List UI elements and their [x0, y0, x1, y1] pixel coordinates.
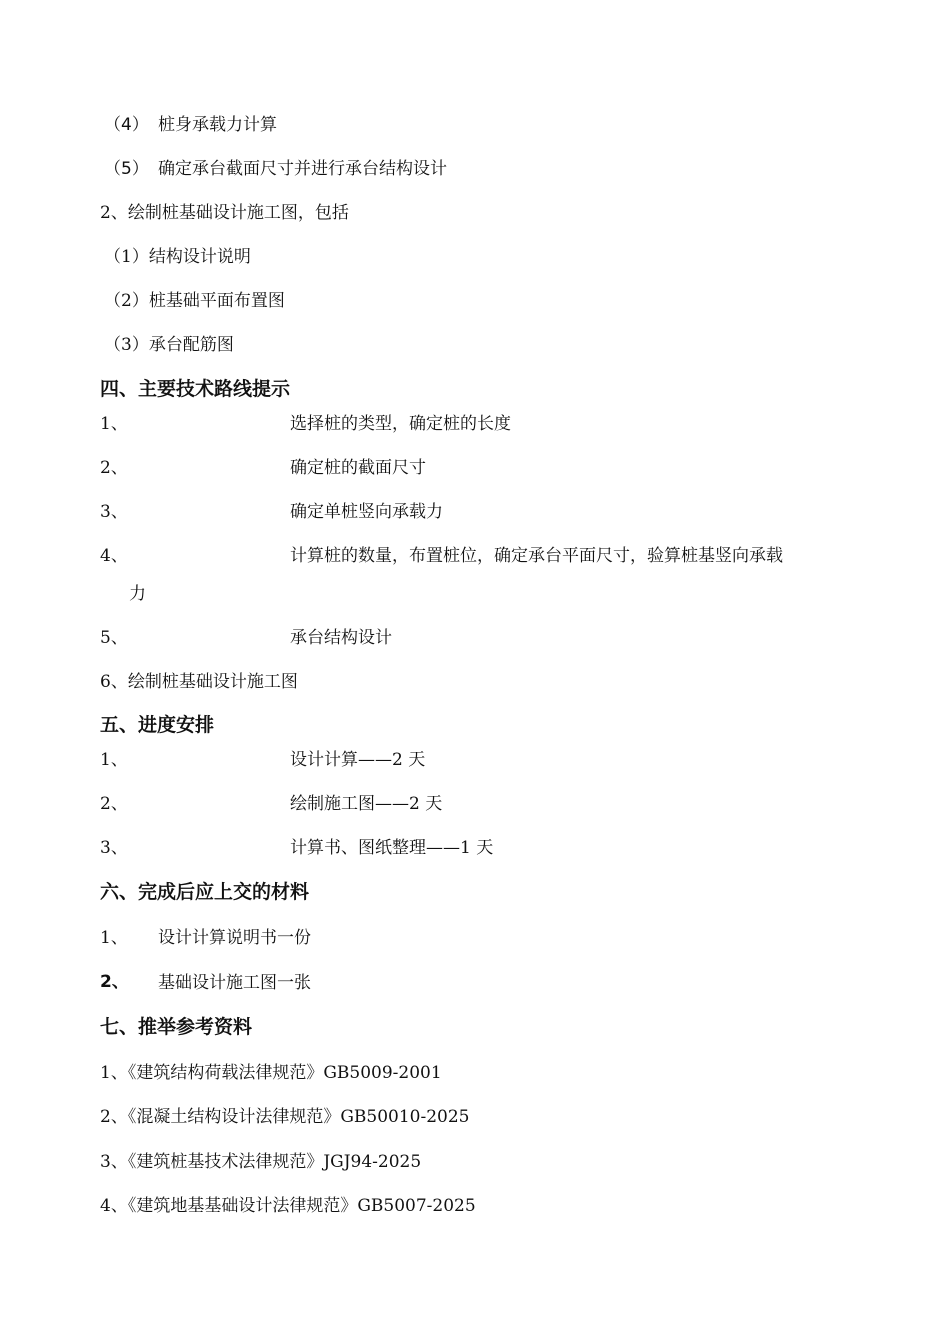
schedule-2-number: 2、	[100, 794, 128, 814]
schedule-1-number: 1、	[100, 750, 128, 770]
schedule-3-text: 计算书、图纸整理——1 天	[290, 838, 494, 858]
item-4-text: 桩身承载力计算	[158, 115, 277, 135]
route-1-number: 1、	[100, 414, 128, 434]
route-6-text: 6、绘制桩基础设计施工图	[100, 672, 298, 692]
sub-item-3: （3）承台配筋图	[104, 335, 234, 355]
schedule-3-number: 3、	[100, 838, 128, 858]
deliverable-1-number: 1、	[100, 928, 128, 948]
route-3-text: 确定单桩竖向承载力	[290, 502, 443, 522]
sub-item-1: （1）结构设计说明	[104, 247, 251, 267]
reference-2: 2、《混凝土结构设计法律规范》GB50010-2025	[100, 1107, 470, 1127]
reference-3: 3、《建筑桩基技术法律规范》JGJ94-2025	[100, 1152, 422, 1172]
route-1-text: 选择桩的类型，确定桩的长度	[290, 414, 511, 434]
reference-4: 4、《建筑地基基础设计法律规范》GB5007-2025	[100, 1196, 476, 1216]
item-5-number: （5）	[104, 159, 149, 179]
deliverable-2-text: 基础设计施工图一张	[158, 973, 311, 993]
drawing-item: 2、绘制桩基础设计施工图，包括	[100, 203, 349, 223]
reference-1: 1、《建筑结构荷载法律规范》GB5009-2001	[100, 1063, 442, 1083]
route-4-text: 计算桩的数量，布置桩位，确定承台平面尺寸，验算桩基竖向承载	[290, 546, 783, 566]
route-5-number: 5、	[100, 628, 128, 648]
route-5-text: 承台结构设计	[290, 628, 392, 648]
section-4-heading: 四、主要技术路线提示	[100, 378, 291, 400]
section-5-heading: 五、进度安排	[100, 714, 215, 736]
deliverable-2-number: 2、	[100, 972, 129, 992]
route-2-text: 确定桩的截面尺寸	[290, 458, 426, 478]
route-3-number: 3、	[100, 502, 128, 522]
route-2-number: 2、	[100, 458, 128, 478]
item-4-number: （4）	[104, 115, 149, 135]
item-5-text: 确定承台截面尺寸并进行承台结构设计	[158, 159, 447, 179]
route-4-continuation: 力	[129, 584, 146, 604]
section-6-heading: 六、完成后应上交的材料	[100, 881, 310, 903]
route-4-number: 4、	[100, 546, 128, 566]
sub-item-2: （2）桩基础平面布置图	[104, 291, 285, 311]
schedule-1-text: 设计计算——2 天	[290, 750, 426, 770]
deliverable-1-text: 设计计算说明书一份	[158, 928, 311, 948]
section-7-heading: 七、推举参考资料	[100, 1016, 253, 1038]
schedule-2-text: 绘制施工图——2 天	[290, 794, 443, 814]
